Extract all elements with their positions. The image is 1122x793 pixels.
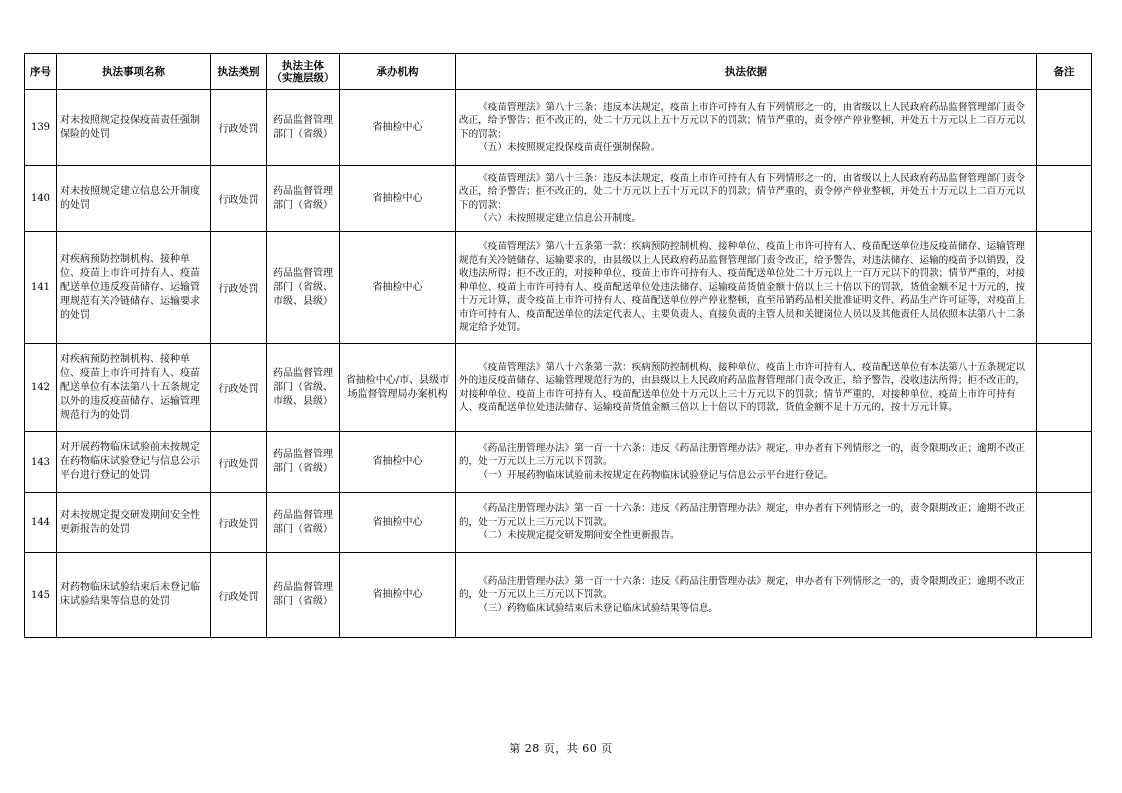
row-basis: [456, 166, 1037, 232]
row-name: 对未按照规定投保疫苗责任强制保险的处罚: [57, 90, 211, 166]
basis-item: （六）未按照规定建立信息公开制度。: [478, 213, 642, 224]
basis-text: 《疫苗管理法》第八十三条：违反本法规定，疫苗上市许可持有人有下列情形之一的，由省级以上人民政府药品监督管理部门责令改正，给予警告；拒不改正的，处二十万元以上五十万元以下的罚款；情节严重的，责令停产停业整顿，并处五十万元以上二百万元以下的罚款：: [459, 101, 1026, 140]
row-agency: 省抽检中心: [340, 232, 456, 344]
table-row: [25, 553, 1092, 638]
basis-item: （五）未按照规定投保疫苗责任强制保险。: [478, 142, 661, 153]
row-note: [1037, 166, 1092, 232]
row-no: 143: [25, 432, 57, 493]
table-row: [25, 344, 1092, 432]
row-type: 行政处罚: [211, 493, 267, 553]
row-basis: [456, 232, 1037, 344]
basis-text: 《药品注册管理办法》第一百一十六条：违反《药品注册管理办法》规定，申办者有下列情形之一的，责令限期改正；逾期不改正的，处一万元以上三万元以下罚款。: [459, 503, 1026, 528]
basis-text: 《药品注册管理办法》第一百一十六条：违反《药品注册管理办法》规定，申办者有下列情形之一的，责令限期改正；逾期不改正的，处一万元以上三万元以下罚款。: [459, 575, 1026, 601]
page-number-text: 第 28 页，共 60 页: [509, 742, 613, 755]
row-agency: 省抽检中心: [340, 553, 456, 638]
basis-item: （一）开展药物临床试验前未按规定在药物临床试验登记与信息公示平台进行登记。: [478, 469, 834, 481]
header-subject-line1: 执法主体: [282, 59, 324, 72]
row-name: 对未按规定提交研发期间安全性更新报告的处罚: [57, 493, 211, 553]
row-name: 对疾病预防控制机构、接种单位、疫苗上市许可持有人、疫苗配送单位违反疫苗储存、运输管理规范有关冷链储存、运输要求的处罚: [57, 232, 211, 344]
basis-text: 《疫苗管理法》第八十五条第一款：疾病预防控制机构、接种单位、疫苗上市许可持有人、疫苗配送单位违反疫苗储存、运输管理规范有关冷链储存、运输要求的，由县级以上人民政府药品监督管理部门责令改正，给予警告，对违法储存、运输的疫苗予以销毁，没收违法所得；拒不改正的，对接种单位、疫苗上市许可持有人、疫苗配送单位处二十万元以上一百万元以下的罚款；情节严重的，对接种单位、疫苗上市许可持有人、疫苗配送单位处违法储存、运输疫苗货值金额十倍以上三十倍以下的罚款，货值金额不足十万元的，按十万元计算，责令疫苗上市许可持有人、疫苗配送单位停产停业整顿，直至吊销药品相关批准证明文件、药品生产许可证等，对疫苗上市许可持有人、疫苗配送单位的法定代表人、主要负责人、直接负责的主管人员和关键岗位人员以及其他责任人员依照本法第八十二条规定给予处罚。: [459, 241, 1026, 334]
header-row: [25, 54, 1092, 90]
row-subject: 药品监督管理部门（省级、市级、县级）: [267, 232, 340, 344]
page-footer: [0, 740, 1122, 756]
row-subject: 药品监督管理部门（省级）: [267, 432, 340, 493]
row-no: 141: [25, 232, 57, 344]
basis-text: 《药品注册管理办法》第一百一十六条：违反《药品注册管理办法》规定，申办者有下列情形之一的，责令限期改正；逾期不改正的，处一万元以上三万元以下罚款。: [459, 442, 1026, 468]
row-subject: 药品监督管理部门（省级）: [267, 493, 340, 553]
row-subject: 药品监督管理部门（省级、市级、县级）: [267, 344, 340, 432]
table-row: [25, 90, 1092, 166]
table-row: [25, 432, 1092, 493]
row-type: 行政处罚: [211, 90, 267, 166]
row-type: 行政处罚: [211, 232, 267, 344]
row-note: [1037, 90, 1092, 166]
row-basis: [456, 493, 1037, 553]
row-type: 行政处罚: [211, 344, 267, 432]
row-no: 139: [25, 90, 57, 166]
header-no: 序号: [25, 54, 57, 90]
table-row: [25, 232, 1092, 344]
row-name: 对开展药物临床试验前未按规定在药物临床试验登记与信息公示平台进行登记的处罚: [57, 432, 211, 493]
row-no: 142: [25, 344, 57, 432]
header-subject-line2: （实施层级）: [271, 71, 335, 84]
row-subject: 药品监督管理部门（省级）: [267, 90, 340, 166]
row-no: 140: [25, 166, 57, 232]
table-row: [25, 166, 1092, 232]
row-no: 144: [25, 493, 57, 553]
basis-text: 《疫苗管理法》第八十六条第一款：疾病预防控制机构、接种单位、疫苗上市许可持有人、疫苗配送单位有本法第八十五条规定以外的违反疫苗储存、运输管理规范行为的，由县级以上人民政府药品监督管理部门责令改正，给予警告，没收违法所得；拒不改正的，对接种单位、疫苗上市许可持有人、疫苗配送单位处十万元以上三十万元以下的罚款；情节严重的，对接种单位、疫苗上市许可持有人、疫苗配送单位处违法储存、运输疫苗货值金额三倍以上十倍以下的罚款，货值金额不足十万元的，按十万元计算。: [459, 361, 1026, 413]
row-agency: 省抽检中心: [340, 493, 456, 553]
row-subject: 药品监督管理部门（省级）: [267, 553, 340, 638]
basis-item: （二）未按规定提交研发期间安全性更新报告。: [478, 530, 680, 542]
row-basis: [456, 90, 1037, 166]
table-row: [25, 493, 1092, 553]
row-name: 对疾病预防控制机构、接种单位、疫苗上市许可持有人、疫苗配送单位有本法第八十五条规定以外的违反疫苗储存、运输管理规范行为的处罚: [57, 344, 211, 432]
row-note: [1037, 344, 1092, 432]
row-note: [1037, 553, 1092, 638]
header-basis: 执法依据: [456, 54, 1037, 90]
row-type: 行政处罚: [211, 553, 267, 638]
row-basis: [456, 344, 1037, 432]
header-name: 执法事项名称: [57, 54, 211, 90]
row-type: 行政处罚: [211, 432, 267, 493]
header-subject: [267, 54, 340, 90]
row-agency: 省抽检中心: [340, 166, 456, 232]
row-no: 145: [25, 553, 57, 638]
row-basis: [456, 432, 1037, 493]
row-note: [1037, 493, 1092, 553]
row-subject: 药品监督管理部门（省级）: [267, 166, 340, 232]
row-basis: [456, 553, 1037, 638]
row-agency: 省抽检中心: [340, 432, 456, 493]
row-type: 行政处罚: [211, 166, 267, 232]
row-note: [1037, 432, 1092, 493]
row-name: 对未按照规定建立信息公开制度的处罚: [57, 166, 211, 232]
header-note: 备注: [1037, 54, 1092, 90]
enforcement-table: [24, 53, 1092, 638]
header-type: 执法类别: [211, 54, 267, 90]
row-agency: 省抽检中心: [340, 90, 456, 166]
basis-text: 《疫苗管理法》第八十三条：违反本法规定，疫苗上市许可持有人有下列情形之一的，由省级以上人民政府药品监督管理部门责令改正，给予警告；拒不改正的，处二十万元以上五十万元以下的罚款；情节严重的，责令停产停业整顿，并处五十万元以上二百万元以下的罚款：: [459, 172, 1026, 211]
row-note: [1037, 232, 1092, 344]
basis-item: （三）药物临床试验结束后未登记临床试验结果等信息。: [478, 602, 719, 614]
row-name: 对药物临床试验结束后未登记临床试验结果等信息的处罚: [57, 553, 211, 638]
header-agency: 承办机构: [340, 54, 456, 90]
row-agency: 省抽检中心/市、县级市场监督管理局办案机构: [340, 344, 456, 432]
